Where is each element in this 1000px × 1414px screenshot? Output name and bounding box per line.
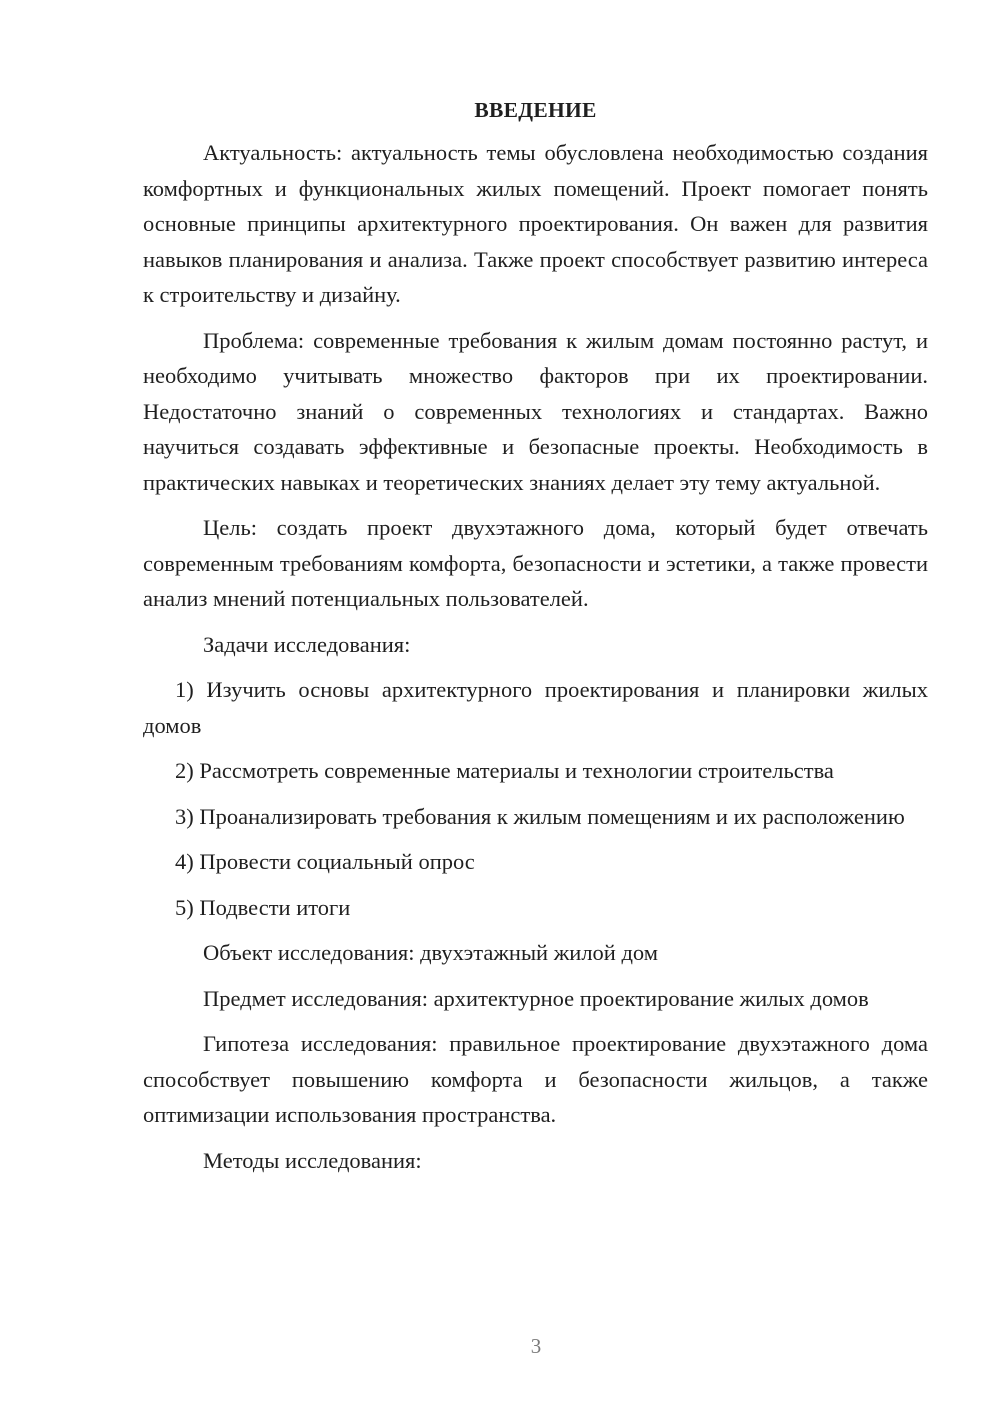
page-number: 3 [530,1334,542,1358]
paragraph-problem: Проблема: современные требования к жилым домам постоянно растут, и необходимо учитывать множество факторов при их проектировании. Недостаточно знаний о современных технологиях и стандартах. Важно научиться создавать эффективные и безопасные проекты. Необходимость в практических навыках и теоретических знаниях делает эту тему актуальной. [143,327,928,495]
task-item: 5) Подвести итоги [175,894,351,920]
task-item: 3) Проанализировать требования к жилым помещениям и их расположению [175,803,905,829]
page-content [143,96,928,1188]
paragraph-goal: Цель: создать проект двухэтажного дома, который будет отвечать современным требованиям комфорта, безопасности и эстетики, а также провести анализ мнений потенциальных пользователей. [143,515,928,611]
paragraph-object: Объект исследования: двухэтажный жилой дом [203,940,658,965]
methods-heading: Методы исследования: [203,1147,422,1173]
tasks-heading: Задачи исследования: [203,631,411,657]
task-item: 4) Провести социальный опрос [175,849,475,874]
paragraph-hypothesis: Гипотеза исследования: правильное проектирование двухэтажного дома способствует повышению комфорта и безопасности жильцов, а также оптимизации использования пространства. [143,1031,928,1127]
paragraph-subject: Предмет исследования: архитектурное проектирование жилых домов [203,985,869,1011]
task-item: 2) Рассмотреть современные материалы и технологии строительства [175,758,834,783]
paragraph-relevance: Актуальность: актуальность темы обусловлена необходимостью создания комфортных и функциональных жилых помещений. Проект помогает понять основные принципы архитектурного проектирования. Он важен для развития навыков планирования и анализа. Также проект способствует развитию интереса к строительству и дизайну. [143,140,928,307]
task-item: 1) Изучить основы архитектурного проектирования и планировки жилых домов [143,677,928,738]
section-title: ВВЕДЕНИЕ [474,98,597,122]
